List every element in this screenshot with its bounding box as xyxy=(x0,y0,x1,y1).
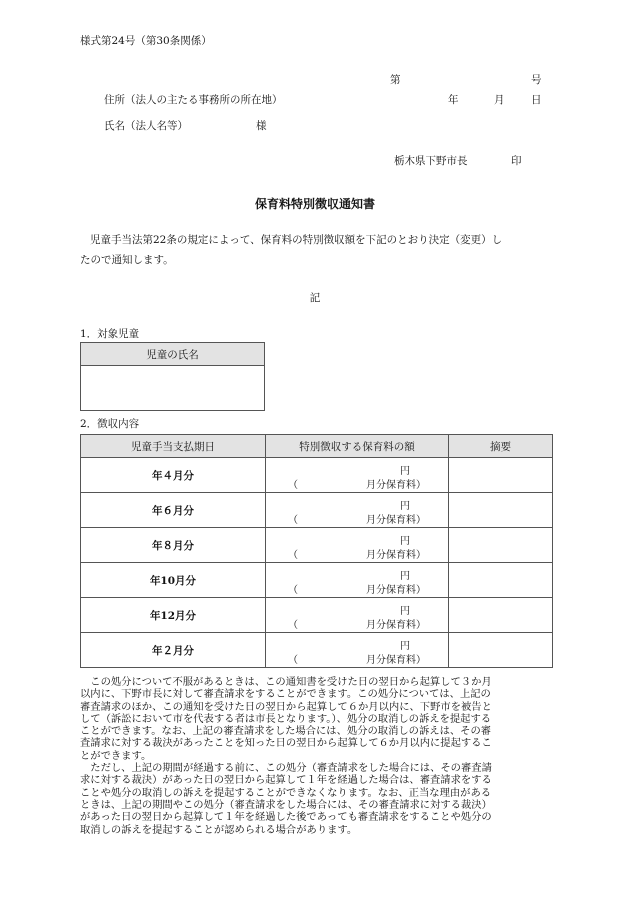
fee-amount-cell xyxy=(266,528,449,563)
payment-period: 年６月分 xyxy=(81,493,266,528)
fee-amount-cell xyxy=(266,458,449,493)
section-2-heading: 2．徴収内容 xyxy=(80,418,140,430)
paren-open: （ xyxy=(288,550,298,561)
notice-line: ことができます。なお、上記の審査請求をした場合には、処分の取消しの訴えは、その審 xyxy=(80,725,492,738)
month-fee-note: 月分保育料） xyxy=(366,480,426,491)
table-row xyxy=(81,633,553,668)
remarks-cell xyxy=(449,458,553,493)
notice-line: ただし、上記の期間が経過する前に、この処分（審査請求をした場合には、その審査請 xyxy=(80,762,492,775)
yen-unit: 円 xyxy=(400,466,410,477)
remarks-cell xyxy=(449,528,553,563)
document-number-suffix: 号 xyxy=(531,74,542,86)
notice-line: ときは、上記の期間やこの処分（審査請求をした場合には、その審査請求に対する裁決） xyxy=(80,798,492,811)
notice-line: 求に対する裁決）があった日の翌日から起算して１年を経過した場合は、審査請求をする xyxy=(80,774,492,787)
notice-line: 以内に、下野市長に対して審査請求をすることができます。この処分については、上記の xyxy=(80,688,491,701)
section-1-heading: 1．対象児童 xyxy=(80,328,140,340)
month-fee-note: 月分保育料） xyxy=(366,515,426,526)
fee-amount-cell xyxy=(266,563,449,598)
paren-open: （ xyxy=(288,620,298,631)
month-fee-note: 月分保育料） xyxy=(366,620,426,631)
month-fee-note: 月分保育料） xyxy=(366,585,426,596)
fee-amount-cell xyxy=(266,633,449,668)
paren-open: （ xyxy=(288,655,298,666)
document-title: 保育料特別徴収通知書 xyxy=(254,197,375,211)
month-fee-note: 月分保育料） xyxy=(366,655,426,666)
yen-unit: 円 xyxy=(400,606,410,617)
remarks-cell xyxy=(449,563,553,598)
remarks-cell xyxy=(449,493,553,528)
notice-line: があった日の翌日から起算して１年を経過した後であっても審査請求をすることや処分の xyxy=(80,811,492,824)
child-name-header: 児童の氏名 xyxy=(81,343,265,366)
paren-open: （ xyxy=(288,515,298,526)
col-header-payment-date: 児童手当支払期日 xyxy=(81,435,266,458)
ki-mark: 記 xyxy=(309,292,321,304)
child-name-cell xyxy=(81,366,265,411)
notice-line: ことや処分の取消しの訴えを提起することができなくなります。なお、正当な理由がある xyxy=(80,786,492,799)
remarks-cell xyxy=(449,598,553,633)
notice-line: 査請求に対する裁決があったことを知った日の翌日から起算して６か月以内に提起するこ xyxy=(80,737,492,750)
table-row xyxy=(81,563,553,598)
issuer: 栃木県下野市長 xyxy=(394,155,468,167)
name-label: 氏名（法人名等） xyxy=(104,120,188,132)
payment-period: 年12月分 xyxy=(81,598,266,633)
table-row xyxy=(81,528,553,563)
yen-unit: 円 xyxy=(400,501,410,512)
honorific: 様 xyxy=(256,120,267,132)
date-day: 日 xyxy=(531,94,542,106)
table-row xyxy=(81,493,553,528)
yen-unit: 円 xyxy=(400,536,410,547)
payment-period: 年８月分 xyxy=(81,528,266,563)
intro-line-2: たので通知します。 xyxy=(80,254,174,266)
form-number: 様式第24号（第30条関係） xyxy=(80,35,212,47)
seal-mark: 印 xyxy=(511,155,522,167)
address-label: 住所（法人の主たる事務所の所在地） xyxy=(104,94,283,106)
document-number-prefix: 第 xyxy=(390,74,401,86)
paren-open: （ xyxy=(288,585,298,596)
month-fee-note: 月分保育料） xyxy=(366,550,426,561)
table-row xyxy=(81,458,553,493)
fee-amount-cell xyxy=(266,493,449,528)
remarks-cell xyxy=(449,633,553,668)
notice-line: 審査請求のほか、この通知を受けた日の翌日から起算して６か月以内に、下野市を被告と xyxy=(80,700,492,713)
notice-line: して（訴訟において市を代表する者は市長となります。）、処分の取消しの訴えを提起する xyxy=(80,712,492,725)
yen-unit: 円 xyxy=(400,641,410,652)
date-year: 年 xyxy=(448,94,459,106)
col-header-remarks: 摘要 xyxy=(449,435,553,458)
fee-amount-cell xyxy=(266,598,449,633)
payment-period: 年10月分 xyxy=(81,563,266,598)
payment-period: 年４月分 xyxy=(81,458,266,493)
collection-table xyxy=(80,434,553,668)
date-month: 月 xyxy=(494,94,505,106)
col-header-fee-amount: 特別徴収する保育料の額 xyxy=(266,435,449,458)
notice-line: この処分について不服があるときは、この通知書を受けた日の翌日から起算して３か月 xyxy=(80,676,492,688)
payment-period: 年２月分 xyxy=(81,633,266,668)
paren-open: （ xyxy=(288,480,298,491)
notice-line: とができます。 xyxy=(80,749,152,762)
yen-unit: 円 xyxy=(400,571,410,582)
table-row xyxy=(81,598,553,633)
target-child-table xyxy=(80,342,265,411)
appeal-notice-paragraph-1 xyxy=(80,676,550,836)
notice-line: 取消しの訴えを提起することが認められる場合があります。 xyxy=(80,823,358,836)
intro-line-1: 児童手当法第22条の規定によって、保育料の特別徴収額を下記のとおり決定（変更）し xyxy=(90,234,503,246)
